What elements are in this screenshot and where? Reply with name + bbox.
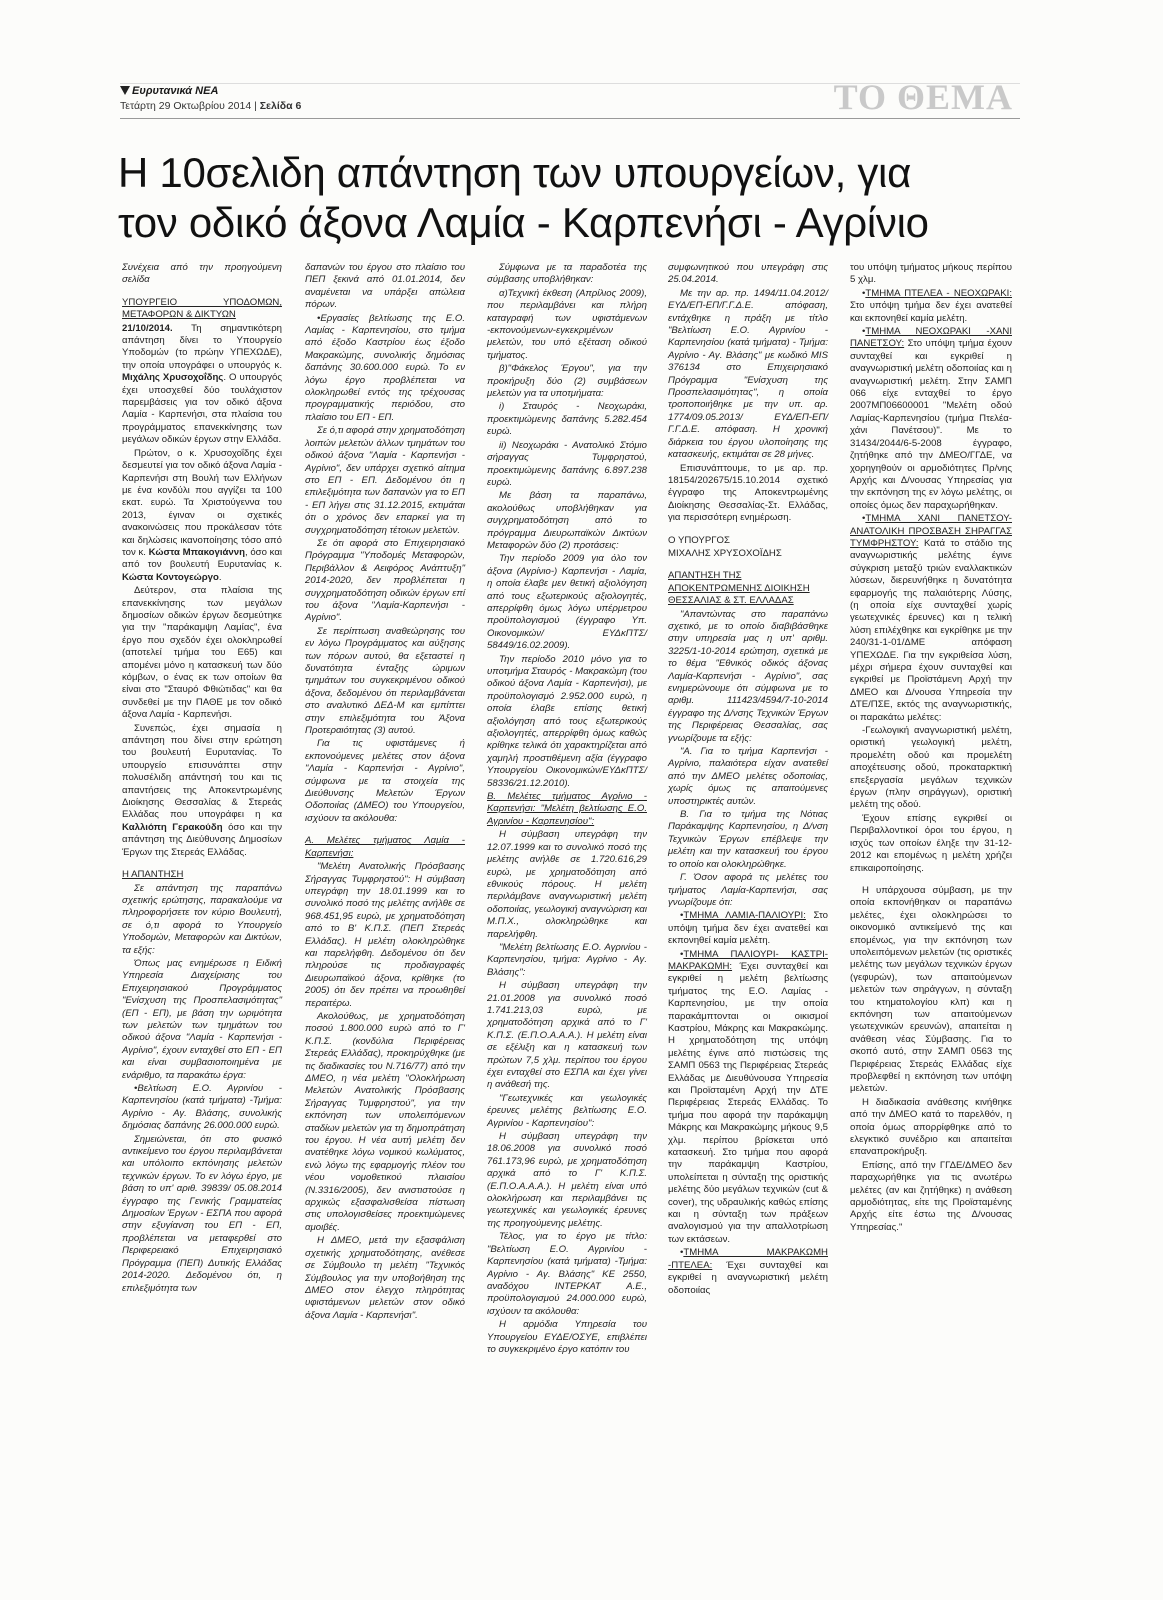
- paragraph: Σημειώνεται, ότι στο φυσικό αντικείμενο του έργου περιλαμβάνεται και υπόλοιπο εκπόνησης μελετών τεχνικών έργων. Το εν λόγω έργο, με βάση το υπ' αριθ. 39839/ 05.08.2014 έγγραφο της Γενικής Γραμματείας Δημοσίων Έργων - ΕΣΠΑ που αφορά στην εξυγίανση του ΕΠ - ΕΠ, προβλέπεται να μεταφερθεί στο Περιφερειακό Επιχειρησιακό Πρόγραμμα (ΠΕΠ) Δυτικής Ελλάδας 2014-2020. Δεδομένου ότι, η επιλεξιμότητα των: [122, 1133, 282, 1294]
- paper-logo-icon: [120, 86, 130, 95]
- section-label-inline: ΤΜΗΜΑ ΠΑΛΙΟΥΡΙ- ΚΑΣΤΡΙ-ΜΑΚΡΑΚΩΜΗ:: [668, 948, 828, 972]
- paper-name: Ευρυτανικά ΝΕΑ: [132, 85, 219, 97]
- paragraph: [122, 323, 282, 447]
- dateline-separator: |: [254, 100, 257, 112]
- subsection-heading: Α. Μελέτες τμήματος Λαμία - Καρπενήσι:: [305, 835, 465, 859]
- paragraph: "Α. Για το τμήμα Καρπενήσι - Αγρίνιο, παλαιότερα είχαν ανατεθεί από την ΔΜΕΟ μελέτες οδοποιίας, χωρίς όμως τις απαιτούμενες υποστηρικτές αυτών.: [668, 746, 828, 807]
- paragraph-text: Έχει συνταχθεί και εγκριθεί η αναγνωριστική μελέτη οδοποιίας: [668, 1259, 828, 1296]
- paragraph: Η σύμβαση υπεγράφη την 18.06.2008 για συνολικό ποσό 761.173,96 ευρώ, με χρηματοδότηση αρχικά από το Γ' Κ.Π.Σ. (Ε.Π.Ο.Α.Α.Α.). Η μελέτη είναι υπό ολοκλήρωση και περιλαμβάνει τις γεωτεχνικές και γεωλογικές έρευνες της προηγούμενης μελέτης.: [487, 1131, 647, 1229]
- paragraph: Η αρμόδια Υπηρεσία του Υπουργείου ΕΥΔΕ/ΟΣΥΕ, επιβλέπει το συγκεκριμένο έργο κατόπιν του: [487, 1319, 647, 1355]
- paragraph: Για τις υφιστάμενες ή εκπονούμενες μελέτες στον άξονα "Λαμία - Καρπενήσι - Αγρίνιο", σύμφωνα με τα στοιχεία της Διεύθυνσης Μελετών Έργων Οδοποιίας (ΔΜΕΟ) του Υπουργείου, ισχύουν τα ακόλουθα:: [305, 738, 465, 824]
- ministry-heading: ΥΠΟΥΡΓΕΙΟ ΥΠΟΔΟΜΩΝ, ΜΕΤΑΦΟΡΩΝ & ΔΙΚΤΥΩΝ: [122, 296, 282, 321]
- paragraph: Η ΔΜΕΟ, μετά την εξασφάλιση σχετικής χρηματοδότησης, ανέθεσε σε Σύμβουλο τη μελέτη "Τεχνικός Σύμβουλος για την υποβοήθηση της ΔΜΕΟ στον έλεγχο πληρότητας υφιστάμενων μελετών στον οδικό άξονα Λαμία - Καρπενήσι".: [305, 1235, 465, 1321]
- article-column-4: [668, 262, 828, 1298]
- paragraph-text: Στο υπόψη τμήμα έχουν συνταχθεί και εγκριθεί η αναγνωριστική μελέτη οδοποιίας και η αναγνωριστική μελέτη. Στην ΣΑΜΠ 066 είχε ενταχθεί το έργο 2007ΜΠ06600001 "Μελέτη οδού Λαμίας-Καρπενησίου (τμήμα Πτελέα- χάνι Πανέτσου)". Με το 31434/2044/6-5-2008 έγγραφο, ζητήθηκε από την ΔΜΕΟ/ΓΓΔΕ, να χορηγηθούν οι αρμοδιότητες Πρ/νης Αρχής και Δ/νουσας Υπηρεσίας για την εκπόνηση της εν λόγω μελέτης, οι οποίες όμως δεν παραχωρήθηκαν.: [850, 338, 1012, 511]
- answer-heading: Η ΑΠΑΝΤΗΣΗ: [122, 869, 184, 881]
- paragraph-text: Πρώτον, ο κ. Χρυσοχοΐδης έχει δεσμευτεί για τον οδικό άξονα Λαμία - Καρπενήσι στη Βουλή των Ελλήνων με ένα κονδύλι που αγγίζει τα 100 εκατ. ευρώ. Τα Χριστούγεννα του 2013, έγιναν οι σχετικές ανακοινώσεις που προκάλεσαν τότε και δηλώσεις ικανοποίησης τόσο από τον κ.: [122, 447, 282, 558]
- article-column-3: [487, 262, 647, 1357]
- paragraph: [668, 949, 828, 1247]
- paragraph: Η υπάρχουσα σύμβαση, με την οποία εκπονήθηκαν οι παραπάνω μελέτες, έχει ολοκληρώσει το οικονομικό αντικείμενό της και επομένως, για την εκπόνηση των υπολειπόμενων μελετών (τις οριστικές μελέτης των μεγάλων τεχνικών έργων (γεφυρών), των απαιτούμενων μελετών των σηράγγων, η σύνταξη του κτηματολογίου κλπ) και η εκπόνηση των απαιτούμενων γεωτεχνικών ερευνών), απαιτείται η ανάθεση νέας Σύμβασης. Για το σκοπό αυτό, στην ΣΑΜΠ 0563 της Περιφέρειας Στερεάς Ελλάδας είχε προβλεφθεί η εκπόνηση των υπόψη μελετών.: [850, 884, 1012, 1095]
- article-headline: [118, 148, 1038, 248]
- section-label-inline: ΤΜΗΜΑ ΜΑΚΡΑΚΩΜΗ -ΠΤΕΛΕΑ:: [668, 1247, 828, 1271]
- article-column-5: [850, 262, 1012, 1235]
- paragraph: Επισυνάπτουμε, το με αρ. πρ. 18154/202675/15.10.2014 σχετικό έγγραφο της Αποκεντρωμένης Διοίκησης Θεσσαλίας-Στ. Ελλάδας, για περισσότερη ενημέρωση.: [668, 462, 828, 524]
- section-label-inline: ΤΜΗΜΑ ΛΑΜΙΑ-ΠΑΛΙΟΥΡΙ:: [683, 910, 806, 922]
- paragraph-text: Έχει συνταχθεί και εγκριθεί η μελέτη βελτίωσης τμήματος της Ε.Ο. Λαμίας - Καρπενησίου, με την οποία παρακάμπτονται οι οικισμοί Καστρίου, Μάκρης και Μακρακώμης. Η χρηματοδότηση της υπόψη μελέτης έγινε από πιστώσεις της ΣΑΜΠ 0563 της Περιφέρειας Στερεάς Ελλάδας με Διευθύνουσα Υπηρεσία και Προϊσταμένη Αρχή την ΔΤΕ Περιφέρειας Στερεάς Ελλάδας. Το τμήμα που αφορά την παράκαμψη Μάκρης και Μακρακώμης μήκους 9,5 χλμ. περίπου βρίσκεται υπό κατασκευή. Στο τμήμα που αφορά την παράκαμψη Καστρίου, υπολείπεται η σύνταξη της οριστικής μελέτης δύο μεγάλων τεχνικών (cut & cover), της υδραυλικής καθώς επίσης και η σύνταξη των πράξεων αναλογισμού για την απαλλοτρίωση των εκτάσεων.: [668, 960, 828, 1245]
- paragraph: δαπανών του έργου στο πλαίσιο του ΠΕΠ ξεκινά από 01.01.2014, δεν αναμένεται να υπάρξει απώλεια πόρων.: [305, 262, 465, 311]
- paragraph: Σε περίπτωση αναθεώρησης του εν λόγω Προγράμματος και αύξησης των πόρων αυτού, θα εξεταστεί η δυνατότητα ένταξης ώριμων τμημάτων του συγκεκριμένου οδικού άξονα, δεδομένου ότι περιλαμβάνεται στο αναλυτικό ΔΕΔ-Μ και εμπίπτει στην επιλεξιμότητα του Άξονα Προτεραιότητας (3) αυτού.: [305, 625, 465, 737]
- paragraph: Με την αρ. πρ. 1494/11.04.2012/ΕΥΔ/ΕΠ-ΕΠ/Γ.Γ.Δ.Ε. απόφαση, εντάχθηκε η πράξη με τίτλο "Βελτίωση Ε.Ο. Αγρινίου - Καρπενησίου (κατά τμήματα) - Τμήμα: Αγρίνιο - Αγ. Βλάσης" με κωδικό MIS 376134 στο Επιχειρησιακό Πρόγραμμα "Ενίσχυση της Προσπελασιμότητας", η οποία τροποποιήθηκε με την υπ. αρ. 1774/09.05.2013/ ΕΥΔ/ΕΠ-ΕΠ/Γ.Γ.Δ.Ε. απόφαση. Η χρονική διάρκεια του έργου υλοποίησης της κατασκευής, εκτιμάται σε 28 μήνες.: [668, 287, 828, 461]
- paragraph: "Γεωτεχνικές και γεωλογικές έρευνες μελέτης βελτίωσης Ε.Ο. Αγρινίου - Καρπενησίου":: [487, 1092, 647, 1129]
- paragraph-text: Τη σημαντικότερη απάντηση δίνει το Υπουργείο Υποδομών (το πρώην ΥΠΕΧΩΔΕ), την οποία υπογράφει ο υπουργός κ.: [122, 322, 282, 371]
- subsection-heading: Β. Μελέτες τμήματος Αγρίνιο - Καρπενήσι: "Μελέτη βελτίωσης Ε.Ο. Αγρινίου - Καρπενησίου":: [487, 791, 647, 827]
- paragraph: Έχουν επίσης εγκριθεί οι Περιβαλλοντικοί όροι του έργου, η ισχύς των οποίων έληξε την 31-12-2012 και επομένως η μελέτη χρήζει επικαιροποίησης.: [850, 812, 1012, 874]
- person-name: Μιχάλης Χρυσοχοΐδης: [122, 372, 224, 384]
- paragraph-text: Στο υπόψη τμήμα δεν έχει ανατεθεί και εκπονηθεί καμία μελέτη.: [850, 300, 1012, 324]
- paper-logo: [120, 85, 218, 97]
- paragraph: "Μελέτη βελτίωσης Ε.Ο. Αγρινίου - Καρπενησίου, τμήμα: Αγρίνιο - Αγ. Βλάσης":: [487, 941, 647, 978]
- paragraph: του υπόψη τμήματος μήκους περίπου 5 χλμ.: [850, 262, 1012, 286]
- paragraph: • Βελτίωση Ε.Ο. Αγρινίου - Καρπενησίου (κατά τμήματα) -Τμήμα: Αγρίνιο - Αγ. Βλάσης, συνολικής δημόσιας δαπάνης 26.000.000 ευρώ.: [122, 1083, 282, 1133]
- paragraph-text: Στο υπόψη τμήμα δεν έχει ανατεθεί και εκπονηθεί καμία μελέτη.: [668, 910, 828, 947]
- signature-name: ΜΙΧΑΛΗΣ ΧΡΥΣΟΧΟΪΔΗΣ: [668, 547, 782, 559]
- date-lead: 21/10/2014.: [122, 322, 173, 334]
- headline-line-2: τον οδικό άξονα Λαμία - Καρπενήσι - Αγρίνιο: [118, 199, 929, 246]
- paragraph: Επίσης, από την ΓΓΔΕ/ΔΜΕΟ δεν παραχωρήθηκε για τις ανωτέρω μελέτες (αν και ζητήθηκε) η ανάθεση αρμοδιότητας, είτε της Προϊσταμένης Αρχής είτε έστω της Δ/νουσας Υπηρεσίας.": [850, 1159, 1012, 1233]
- paragraph: Η διαδικασία ανάθεσης κινήθηκε από την ΔΜΕΟ κατά το παρελθόν, η οποία όμως απορρίφθηκε από το ελεγκτικό συνέδριο και απαιτείται επαναπροκήρυξη.: [850, 1096, 1012, 1158]
- page-number: Σελίδα 6: [259, 100, 302, 112]
- paragraph: Η σύμβαση υπεγράφη την 12.07.1999 και το συνολικό ποσό της μελέτης ανήλθε σε 1.720.616,29 ευρώ, με χρηματοδότηση από εθνικούς πόρους. Η μελέτη περιλάμβανε αναγνωριστική μελέτη οδοποιίας, γεωλογική αναγνώριση και Μ.Π.Χ., ολοκληρώθηκε και παρελήφθη.: [487, 829, 647, 940]
- continuation-note: Συνέχεια από την προηγούμενη σελίδα: [122, 262, 282, 286]
- paragraph: Σε ό,τι αφορά στην χρηματοδότηση λοιπών μελετών άλλων τμημάτων του οδικού άξονα "Λαμία - Καρπενήσι - Αγρίνιο", δεν υπάρχει σχετικό αίτημα στο ΕΠ - ΕΠ. Δεδομένου ότι η επιλεξιμότητα των δαπανών για το ΕΠ - ΕΠ λήγει στις 31.12.2015, εκτιμάται ότι ο χρόνος δεν επαρκεί για τη συγχρηματοδότηση τέτοιων μελετών.: [305, 425, 465, 536]
- paragraph: Με βάση τα παραπάνω, ακολούθως υποβλήθηκαν για συγχρηματοδότηση από το πρόγραμμα Διευρωπαϊκών Δικτύων Μεταφορών δύο (2) προτάσεις:: [487, 490, 647, 551]
- article-column-2: [305, 262, 465, 1323]
- paragraph: Την περίοδο 2009 για όλο τον άξονα (Αγρίνιο-) Καρπενήσι - Λαμία, η οποία έλαβε μεν θετική αξιολόγηση από τους εξωτερικούς αξιολογητές, απερρίφθη όμως λόγω υπέρμετρου προϋπολογισμού (έγγραφο Υπ. Οικονομικών/ ΕΥΔκΠΤΣ/ 58449/16.02.2009).: [487, 553, 647, 652]
- person-name: Κώστα Μπακογιάννη: [148, 546, 245, 558]
- person-name: Κώστα Κοντογεώργο: [122, 571, 219, 583]
- paragraph: ii) Νεοχωράκι - Ανατολικό Στόμιο σήραγγας Τυμφρηστού, προεκτιμώμενης δαπάνης 6.897.238 ευρώ.: [487, 439, 647, 488]
- paragraph-text: Συνεπώς, έχει σημασία η απάντηση που δίνει στην ερώτηση του βουλευτή Ευρυτανίας. Το υπουργείο επισυνάπτει στην πολυσέλιδη απάντησή του και τις απαντήσεις της Αποκεντρωμένης Διοίκησης Θεσσαλίας & Στερεάς Ελλάδας που υπογράφει η κα: [122, 722, 282, 821]
- paragraph: "Απαντώντας στο παραπάνω σχετικό, με το οποίο διαβιβάσθηκε στην υπηρεσία μας η υπ' αριθμ. 3225/1-10-2014 ερώτηση, σχετικά με το θέμα "Εθνικός οδικός άξονας Λαμία-Καρπενήσι - Αγρίνιο", σας ενημερώνουμε ότι σύμφωνα με το αριθμ. 111423/4594/7-10-2014 έγγραφο της Δ/νσης Τεχνικών Έργων της Περιφέρειας Θεσσαλίας, σας γνωρίζουμε τα εξής:: [668, 608, 828, 744]
- paragraph: [122, 723, 282, 859]
- masthead-rule: [120, 118, 1020, 119]
- paragraph: Την περίοδο 2010 μόνο για το υποτμήμα Σταυρός - Μακρακώμη (του οδικού άξονα Λαμία - Καρπενήσι), με προϋπολογισμό 2.952.000 ευρώ, η οποία έλαβε επίσης θετική αξιολόγηση από τους εξωτερικούς αξιολογητές, απερρίφθη όμως καθώς κρίθηκε τελικά ότι χαρακτηρίζεται από χαμηλή προστιθέμενη αξία (έγγραφο Υπουργείου Οικονομικών/ΕΥΔκΠΤΣ/ 58336/21.12.2010).: [487, 653, 647, 789]
- article-column-1: [122, 262, 282, 1296]
- response-heading: ΑΠΑΝΤΗΣΗ ΤΗΣ ΑΠΟΚΕΝΤΡΩΜΕΝΗΣ ΔΙΟΙΚΗΣΗ ΘΕΣΣΑΛΙΑΣ & ΣΤ. ΕΛΛΑΔΑΣ: [668, 570, 810, 607]
- headline-line-1: Η 10σελιδη απάντηση των υπουργείων, για: [118, 149, 912, 196]
- paragraph-text: .: [218, 571, 222, 583]
- paragraph: • Εργασίες βελτίωσης της Ε.Ο. Λαμίας - Καρπενησίου, στο τμήμα από έξοδο Καστρίου έως έξοδο Μακρακώμης, συνολικής δημόσιας δαπάνης 30.600.000 ευρώ. Το εν λόγω έργο προβλέπεται να ολοκληρωθεί εντός της τρέχουσας προγραμματικής περιόδου, στο πλαίσιο του ΕΠ - ΕΠ.: [305, 313, 465, 425]
- paragraph-text: Κατά το στάδιο της αναγνωριστικής μελέτης έγινε σύγκριση μεταξύ τριών εναλλακτικών λύσεων, διερευνήθηκε η δυνατότητα εφαρμογής της παλαιότερης Λύσης, (η οποία είχε συνταχθεί χωρίς γεωτεχνικές έρευνες) και η τελική λύση επιλέχθηκε και εγκρίθηκε με την 240/31-1-01/ΔΜΕ απόφαση ΥΠΕΧΩΔΕ. Για την εγκριθείσα λύση, μέχρι σήμερα έχουν συνταχθεί και εγκριθεί με Προϊστάμενη Αρχή την ΔΜΕΟ και Δ/νουσα Υπηρεσία την ΔΤΕ/ΠΣΕ, εκτός της αναγνωριστικής, οι παρακάτω μελέτες:: [850, 537, 1012, 723]
- paragraph: Όπως μας ενημέρωσε η Ειδική Υπηρεσία Διαχείρισης του Επιχειρησιακού Προγράμματος "Ενίσχυση της Προσπελασιμότητας" (ΕΠ - ΕΠ), με βάση την ωριμότητα των μελετών των τμημάτων του οδικού άξονα "Λαμία - Καρπενήσι - Αγρίνιο", έχουν ενταχθεί στο ΕΠ - ΕΠ και είναι συμβασιοποιημένα με ενάριθμο, τα παρακάτω έργα:: [122, 957, 282, 1081]
- paragraph: συμφωνητικού που υπεγράφη στις 25.04.2014.: [668, 262, 828, 286]
- issue-date: Τετάρτη 29 Οκτωβρίου 2014: [120, 100, 252, 112]
- person-name: Καλλιόπη Γερακούδη: [122, 821, 223, 833]
- dateline: [120, 100, 301, 112]
- paragraph: -Γεωλογική αναγνωριστική μελέτη, οριστική γεωλογική μελέτη, προμελέτη οδού και προμελέτη αποχέτευσης οδού, προκαταρκτική επεξεργασία μεγάλων τεχνικών έργων (πλην σηράγγων), οριστική μελέτη της οδού.: [850, 725, 1012, 811]
- paragraph: "Μελέτη Ανατολικής Πρόσβασης Σήραγγας Τυμφρηστού": Η σύμβαση υπεγράφη την 18.01.1999 και το συνολικό ποσό της μελέτης ανήλθε σε 968.451,95 ευρώ, με χρηματοδότηση από το Β' Κ.Π.Σ. (ΠΕΠ Στερεάς Ελλάδας). Η μελέτη ολοκληρώθηκε και παρελήφθη. Δεδομένου ότι δεν πληρούσε τις προδιαγραφές Διευρωπαϊκού άξονα, κρίθηκε (το 2005) ότι δεν πρέπει να προωθηθεί περαιτέρω.: [305, 861, 465, 1009]
- paragraph: [850, 513, 1012, 724]
- section-label-inline: ΤΜΗΜΑ ΧΑΝΙ ΠΑΝΕΤΣΟΥ-ΑΝΑΤΟΛΙΚΗ ΠΡΟΣΒΑΣΗ ΣΗΡΑΓΓΑΣ ΤΥΜΦΡΗΣΤΟΥ:: [850, 513, 1012, 549]
- paragraph: α)Τεχνική έκθεση (Απρίλιος 2009), που περιλαμβάνει και πλήρη καταγραφή των υφιστάμενων -εκπονούμενων-εγκεκριμένων μελετών, του υπό εξέταση οδικού τμήματος.: [487, 287, 647, 361]
- paragraph: [668, 910, 828, 947]
- paragraph: Σε απάντηση της παραπάνω σχετικής ερώτησης, παρακαλούμε να πληροφορήσετε τον κύριο Βουλευτή, σε ό,τι αφορά το Υπουργείο Υποδομών, Μεταφορών και Δικτύων, τα εξής:: [122, 882, 282, 956]
- paragraph: [850, 326, 1012, 512]
- paragraph: Δεύτερον, στα πλαίσια της επανεκκίνησης των μεγάλων δημοσίων οδικών έργων δεσμεύτηκε για την "παράκαμψη Λαμίας", ένα έργο που σχεδόν έχει ολοκληρωθεί (αποτελεί τμήμα του Ε65) και απομένει μόνο η κατασκευή των δύο κόμβων, ο ένας εκ των οποίων θα είναι στο "Σταυρό Φθιώτιδας" και θα συνδεθεί με την ΠΑΘΕ με τον οδικό άξονα Λαμία - Καρπενήσι.: [122, 585, 282, 721]
- paragraph: [122, 448, 282, 584]
- paragraph: Γ. Όσον αφορά τις μελέτες του τμήματος Λαμία-Καρπενήσι, σας γνωρίζουμε ότι:: [668, 872, 828, 908]
- paragraph: Η σύμβαση υπεγράφη την 21.01.2008 για συνολικό ποσό 1.741.213,03 ευρώ, με χρηματοδότηση αρχικά από το Γ' Κ.Π.Σ. (Ε.Π.Ο.Α.Α.Α.). Η μελέτη είναι σε εξέλιξη και η κατασκευή των πρώτων 7,5 χλμ. περίπου του έργου έχει ενταχθεί στο ΕΣΠΑ και έχει γίνει η ανάθεσή της.: [487, 980, 647, 1091]
- paragraph: Σύμφωνα με τα παραδοτέα της σύμβασης υποβλήθηκαν:: [487, 262, 647, 286]
- signature-title: Ο ΥΠΟΥΡΓΟΣ: [668, 534, 730, 546]
- section-label-inline: ΤΜΗΜΑ ΝΕΟΧΩΡΑΚΙ -ΧΑΝΙ ΠΑΝΕΤΣΟΥ:: [850, 326, 1012, 350]
- paragraph-text: . Ο υπουργός έχει υποσχεθεί δύο τουλάχιστον παρεμβάσεις για τον οδικό άξονα Λαμία - Καρπενήσι, στα πλαίσια του προγράμματος επανεκκίνησης των μεγάλων οδικών έργων στην Ελλάδα.: [122, 372, 283, 446]
- paragraph: Β. Για το τμήμα της Νότιας Παράκαμψης Καρπενησίου, η Δ/νση Τεχνικών Έργων επέβλεψε την μελέτη και την κατασκευή του έργου το οποίο και ολοκληρώθηκε.: [668, 809, 828, 870]
- paragraph: Ακολούθως, με χρηματοδότηση ποσού 1.800.000 ευρώ από το Γ' Κ.Π.Σ. (κονδύλια Περιφέρειας Στερεάς Ελλάδας), προκηρύχθηκε (με τις διαδικασίες του Ν.716/77) από την ΔΜΕΟ, η νέα μελέτη "Ολοκλήρωση Μελετών Ανατολικής Πρόσβασης Σήραγγας Τυμφρηστού", για την εκπόνηση των υπολειπόμενων σταδίων μελετών για τη δημοπράτηση του έργου. Η νέα αυτή μελέτη δεν ανατέθηκε λόγω νομικού κωλύματος, ενώ λόγω της εφαρμογής πλέον του νέου νομοθετικού πλαισίου (Ν.3316/2005), δεν ανιστιστούσε η αρχικώς εξασφαλισθείσα πίστωση στις υπολογισθείσες προεκτιμώμενες αμοιβές.: [305, 1010, 465, 1233]
- section-label: ΤΟ ΘΕΜΑ: [833, 77, 1013, 117]
- paragraph: [850, 288, 1012, 325]
- paragraph-text: , όσο και από τον βουλευτή Ευρυτανίας κ.: [122, 546, 282, 571]
- paragraph: β)"Φάκελος Έργου", για την προκήρυξη δύο (2) συμβάσεων μελετών για τα υποτμήματα:: [487, 363, 647, 400]
- paragraph: Σε ότι αφορά στο Επιχειρησιακό Πρόγραμμα "Υποδομές Μεταφορών, Περιβάλλον & Αειφόρος Ανάπτυξη" 2014-2020, δεν προβλέπεται η συγχρηματοδότηση οδικών έργων επί του άξονα "Λαμία-Καρπενήσι - Αγρίνιο".: [305, 537, 465, 624]
- paragraph: Τέλος, για το έργο με τίτλο: "Βελτίωση Ε.Ο. Αγρινίου - Καρπενησίου (κατά τμήματα) -Τμήμα: Αγρίνιο - Αγ. Βλάσης" ΚΕ 2550, αναδόχου ΙΝΤΕΡΚΑΤ Α.Ε., προϋπολογισμού 24.000.000 ευρώ, ισχύουν τα ακόλουθα:: [487, 1231, 647, 1317]
- paragraph-text: όσο και την απάντηση της Διεύθυνσης Δημοσίων Έργων της Στερεάς Ελλάδας.: [122, 821, 283, 858]
- section-label-inline: ΤΜΗΜΑ ΠΤΕΛΕΑ - ΝΕΟΧΩΡΑΚΙ:: [865, 287, 1012, 299]
- paragraph: [668, 1247, 828, 1297]
- paragraph: i) Σταυρός - Νεοχωράκι, προεκτιμώμενης δαπάνης 5.282.454 ευρώ.: [487, 401, 647, 438]
